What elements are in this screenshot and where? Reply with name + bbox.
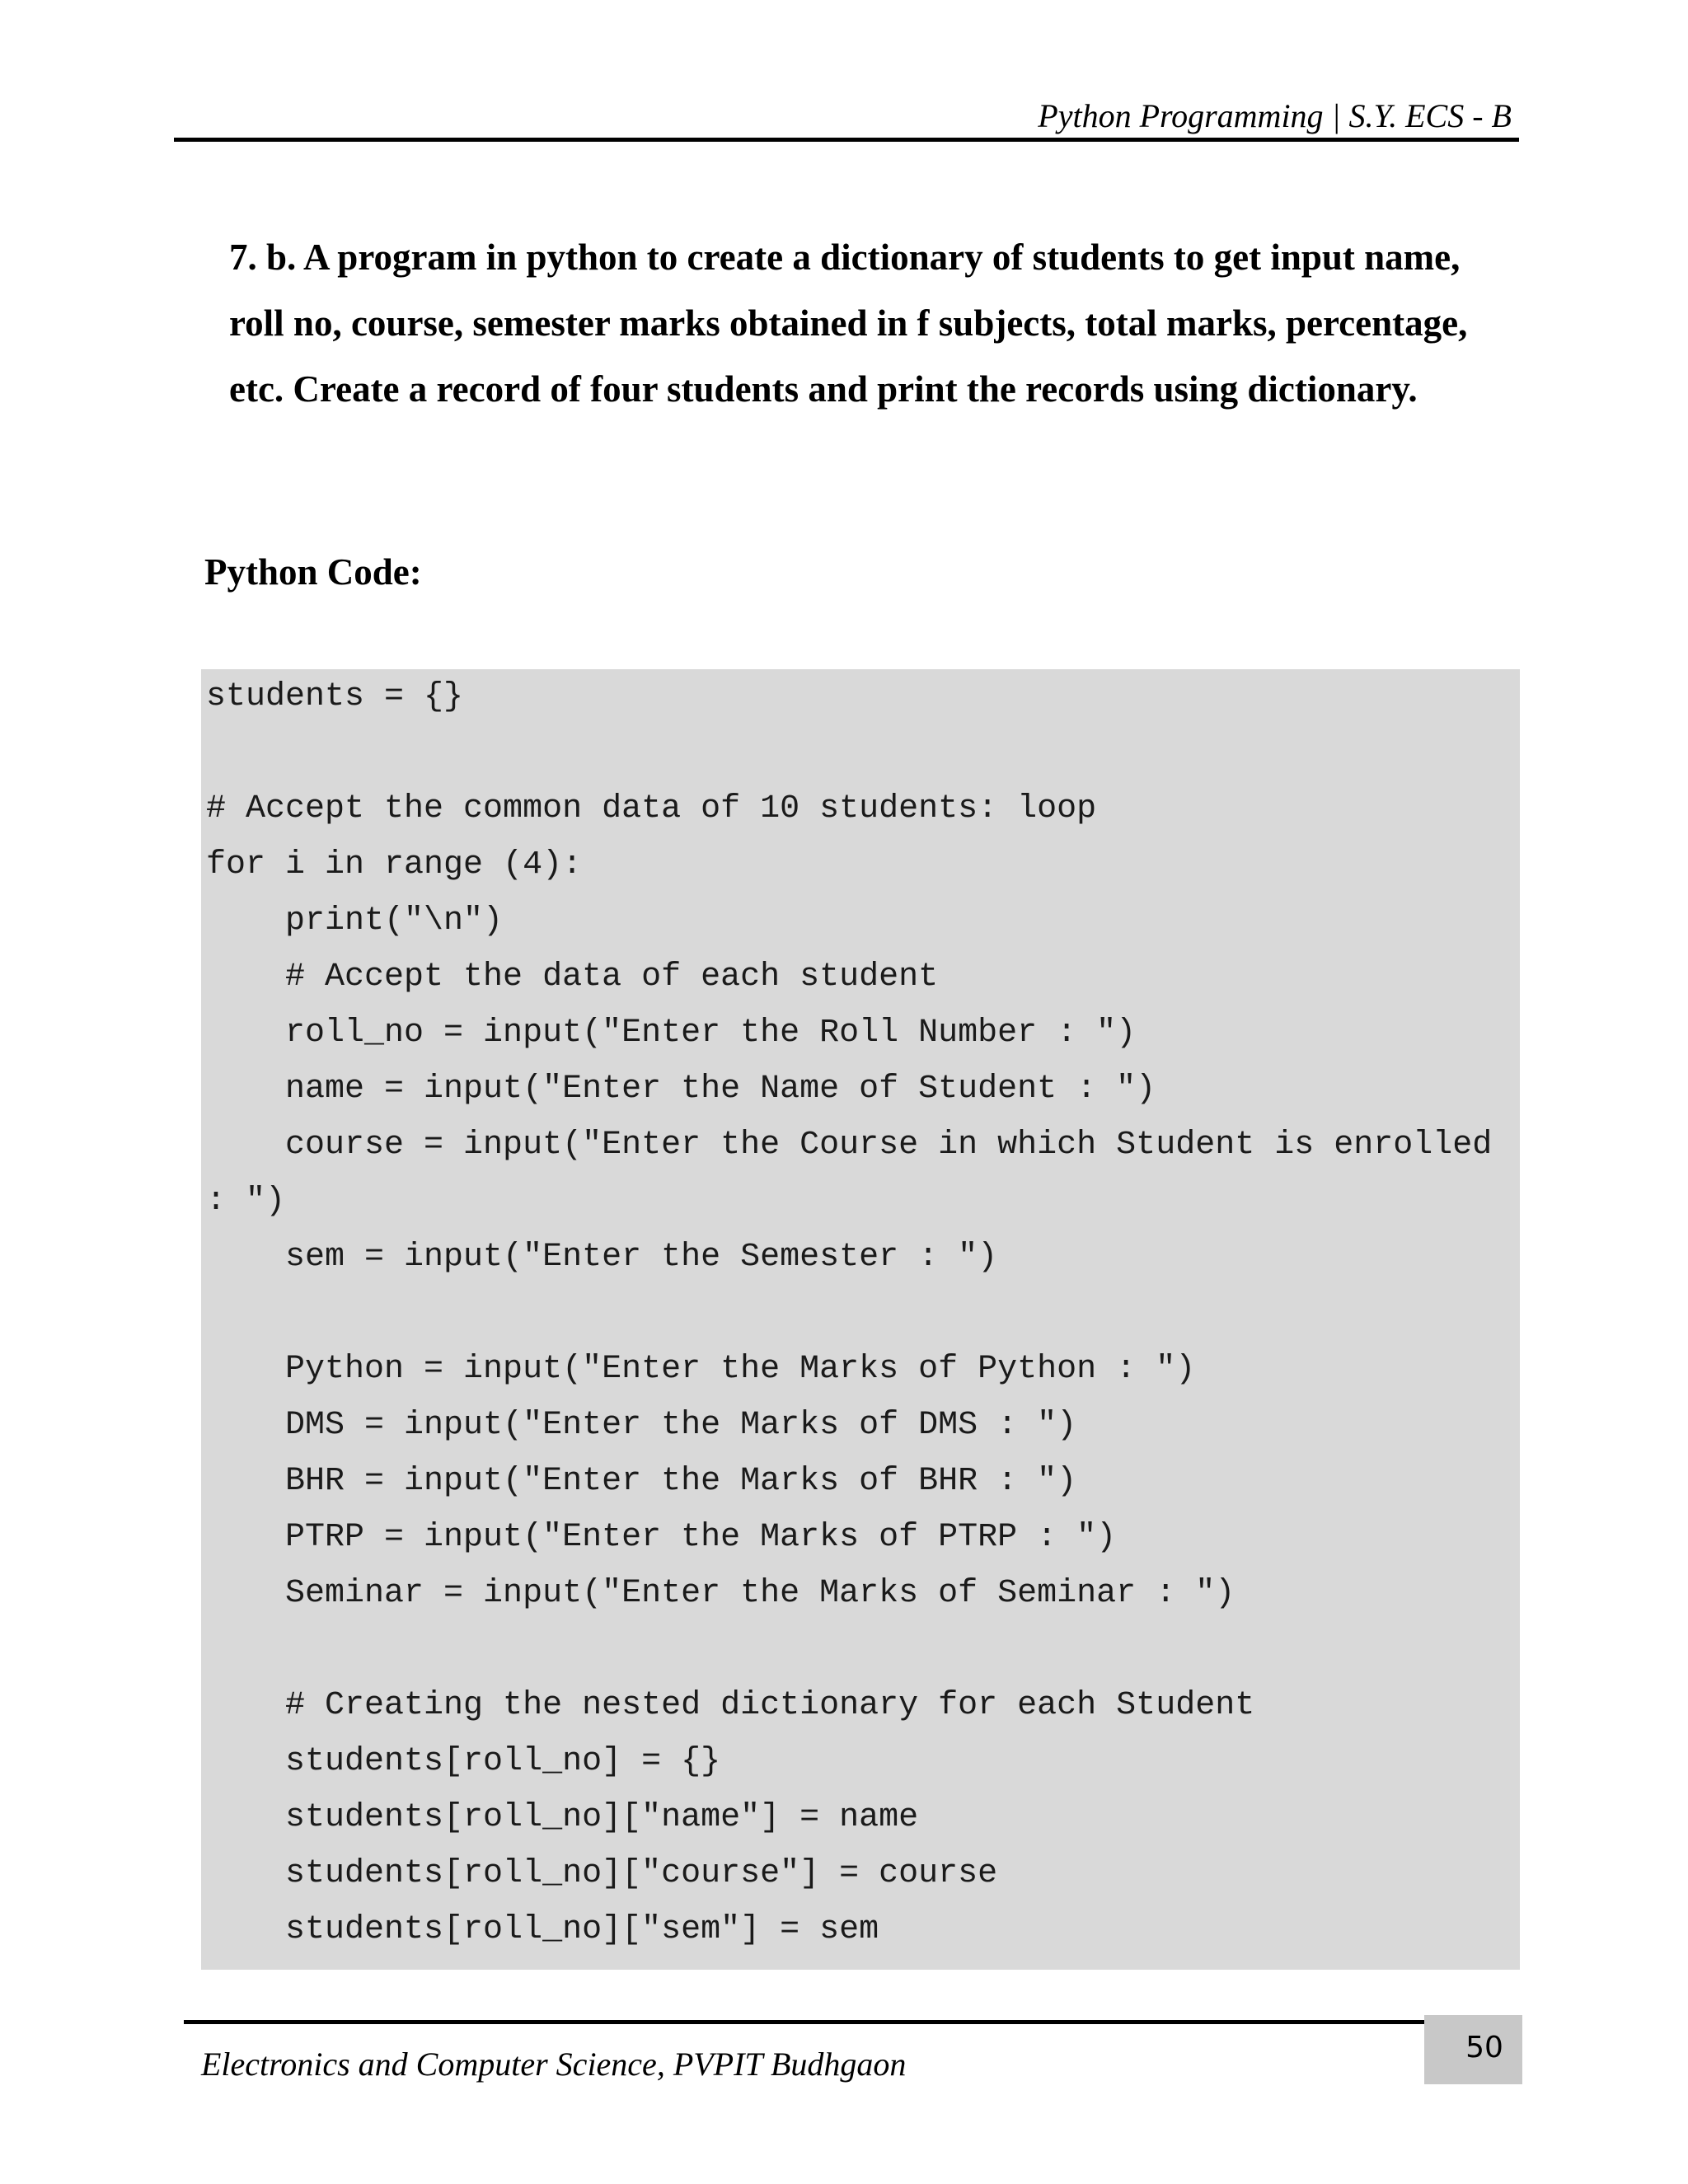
code-line: Python = input("Enter the Marks of Python : ") [206, 1351, 1196, 1388]
question-line: etc. Create a record of four students and print the records using dictionary. [229, 368, 1418, 410]
footer-institution: Electronics and Computer Science, PVPIT Budhgaon [201, 2046, 907, 2083]
code-line: students[roll_no]["course"] = course [206, 1855, 998, 1892]
code-line: students[roll_no] = {} [206, 1743, 721, 1780]
running-header: Python Programming | S.Y. ECS - B [1038, 97, 1512, 134]
footer-divider [184, 2020, 1512, 2024]
code-line: BHR = input("Enter the Marks of BHR : ") [206, 1463, 1077, 1500]
code-line: sem = input("Enter the Semester : ") [206, 1239, 998, 1276]
page-number: 50 [1465, 2031, 1503, 2064]
code-line: Seminar = input("Enter the Marks of Seminar : ") [206, 1575, 1236, 1612]
question-line: roll no, course, semester marks obtained in f subjects, total marks, percentage, [229, 302, 1468, 344]
section-heading: Python Code: [204, 551, 422, 593]
code-line: students[roll_no]["name"] = name [206, 1799, 919, 1836]
code-line: PTRP = input("Enter the Marks of PTRP : ") [206, 1519, 1117, 1556]
header-divider [174, 138, 1519, 142]
code-line: DMS = input("Enter the Marks of DMS : ") [206, 1407, 1077, 1444]
question-statement [229, 224, 1523, 422]
question-line: 7. b. A program in python to create a dictionary of students to get input name, [229, 237, 1461, 278]
code-line: # Accept the data of each student [206, 958, 939, 996]
code-block [201, 669, 1520, 1970]
code-line: name = input("Enter the Name of Student : ") [206, 1071, 1156, 1108]
code-line: course = input("Enter the Course in which Student is enrolled [206, 1127, 1493, 1164]
code-line: # Creating the nested dictionary for each Student [206, 1687, 1255, 1724]
code-line: students[roll_no]["sem"] = sem [206, 1911, 879, 1948]
code-line: # Accept the common data of 10 students: loop [206, 790, 1097, 827]
code-line: : ") [206, 1183, 286, 1220]
code-line: students = {} [206, 678, 464, 715]
code-line: roll_no = input("Enter the Roll Number : ") [206, 1015, 1137, 1052]
code-line: print("\n") [206, 902, 504, 940]
code-line: for i in range (4): [206, 846, 583, 883]
